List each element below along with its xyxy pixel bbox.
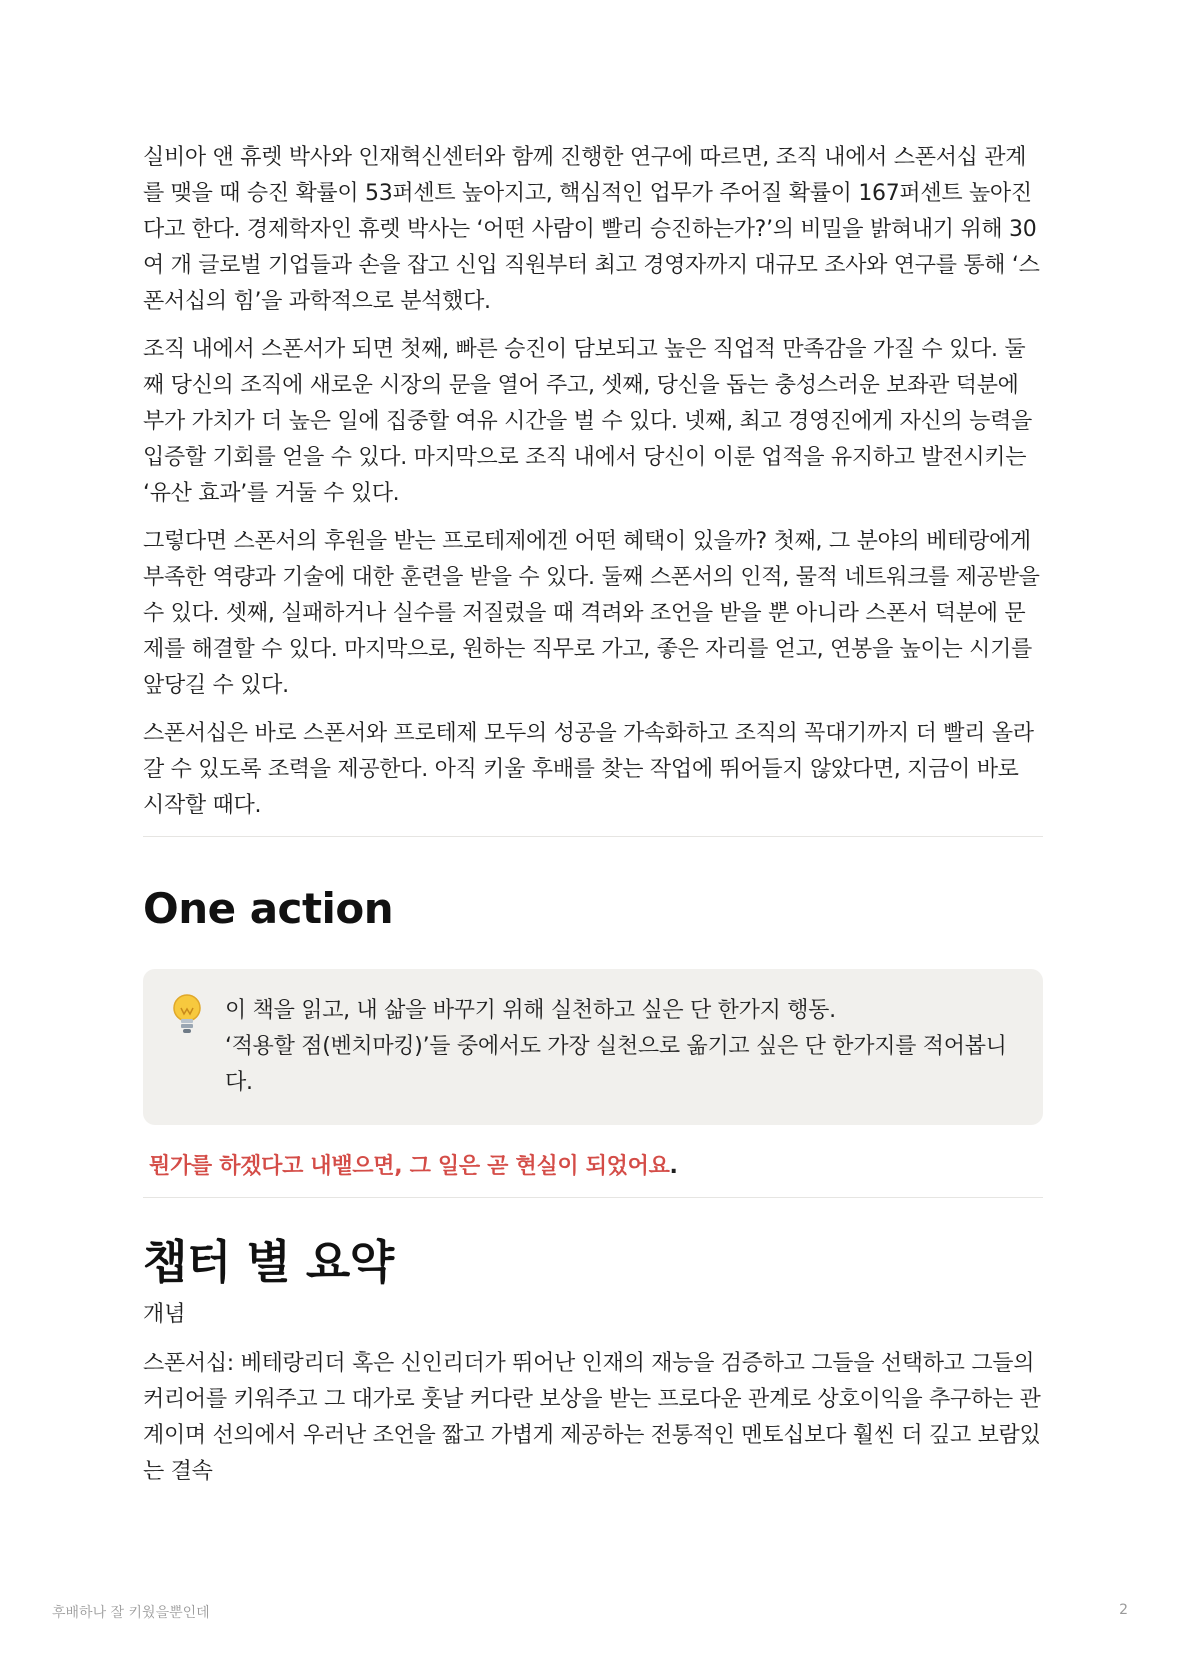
page-number: 2 xyxy=(1119,1602,1128,1618)
body-paragraph-1: 실비아 앤 휴렛 박사와 인재혁신센터와 함께 진행한 연구에 따르면, 조직 내에서 스폰서십 관계를 맺을 때 승진 확률이 53퍼센트 높아지고, 핵심적인 업무가 주어질 확률이 167퍼센트 높아진다고 한다. 경제학자인 휴렛 박사는 ‘어떤 사람이 빨리 승진하는가?’의 비밀을 밝혀내기 위해 30여 개 글로벌 기업들과 손을 잡고 신입 직원부터 최고 경영자까지 대규모 조사와 연구를 통해 ‘스폰서십의 힘’을 과학적으로 분석했다. xyxy=(143,145,1040,314)
body-paragraph-3: 그렇다면 스폰서의 후원을 받는 프로테제에겐 어떤 혜택이 있을까? 첫째, 그 분야의 베테랑에게 부족한 역량과 기술에 대한 훈련을 받을 수 있다. 둘째 스폰서의 인적, 물적 네트워크를 제공받을 수 있다. 셋째, 실패하거나 실수를 저질렀을 때 격려와 조언을 받을 뿐 아니라 스폰서 덕분에 문제를 해결할 수 있다. 마지막으로, 원하는 직무로 가고, 좋은 자리를 얻고, 연봉을 높이는 시기를 앞당길 수 있다. xyxy=(143,529,1040,698)
divider xyxy=(143,836,1043,837)
callout-box xyxy=(143,969,1043,1125)
concept-text: 스폰서십: 베테랑리더 혹은 신인리더가 뛰어난 인재의 재능을 검증하고 그들을 선택하고 그들의 커리어를 키워주고 그 대가로 훗날 커다란 보상을 받는 프로다운 관계로 상호이익을 추구하는 관계이며 선의에서 우러난 조언을 짧고 가볍게 제공하는 전통적인 멘토십보다 훨씬 더 깊고 보람있는 결속 xyxy=(143,1351,1041,1484)
highlight-period: . xyxy=(669,1154,678,1179)
callout-line: 이 책을 읽고, 내 삶을 바꾸기 위해 실천하고 싶은 단 한가지 행동. xyxy=(225,998,836,1023)
concept-label: 개념 xyxy=(143,1302,186,1327)
page-content xyxy=(143,140,1043,1502)
highlight-text: 뭔가를 하겠다고 내뱉으면, 그 일은 곧 현실이 되었어요 xyxy=(149,1154,670,1179)
callout-line: ‘적용할 점(벤치마킹)’들 중에서도 가장 실천으로 옮기고 싶은 단 한가지를 적어봅니다. xyxy=(225,1034,1007,1095)
body-paragraph-4: 스폰서십은 바로 스폰서와 프로테제 모두의 성공을 가속화하고 조직의 꼭대기까지 더 빨리 올라갈 수 있도록 조력을 제공한다. 아직 키울 후배를 찾는 작업에 뛰어들지 않았다면, 지금이 바로 시작할 때다. xyxy=(143,721,1034,818)
divider xyxy=(143,1197,1043,1198)
chapter-summary-heading: 챕터 별 요약 xyxy=(143,1235,394,1289)
lightbulb-icon xyxy=(169,993,205,1037)
body-paragraph-2: 조직 내에서 스폰서가 되면 첫째, 빠른 승진이 담보되고 높은 직업적 만족감을 가질 수 있다. 둘째 당신의 조직에 새로운 시장의 문을 열어 주고, 셋째, 당신을 돕는 충성스러운 보좌관 덕분에 부가 가치가 더 높은 일에 집중할 여유 시간을 벌 수 있다. 넷째, 최고 경영진에게 자신의 능력을 입증할 기회를 얻을 수 있다. 마지막으로 조직 내에서 당신이 이룬 업적을 유지하고 발전시키는 ‘유산 효과’를 거둘 수 있다. xyxy=(143,337,1033,506)
one-action-heading: One action xyxy=(143,884,394,933)
highlight-statement xyxy=(149,1149,1043,1185)
callout-text xyxy=(225,993,1015,1101)
footer-title: 후배하나 잘 키웠을뿐인데 xyxy=(52,1605,210,1621)
